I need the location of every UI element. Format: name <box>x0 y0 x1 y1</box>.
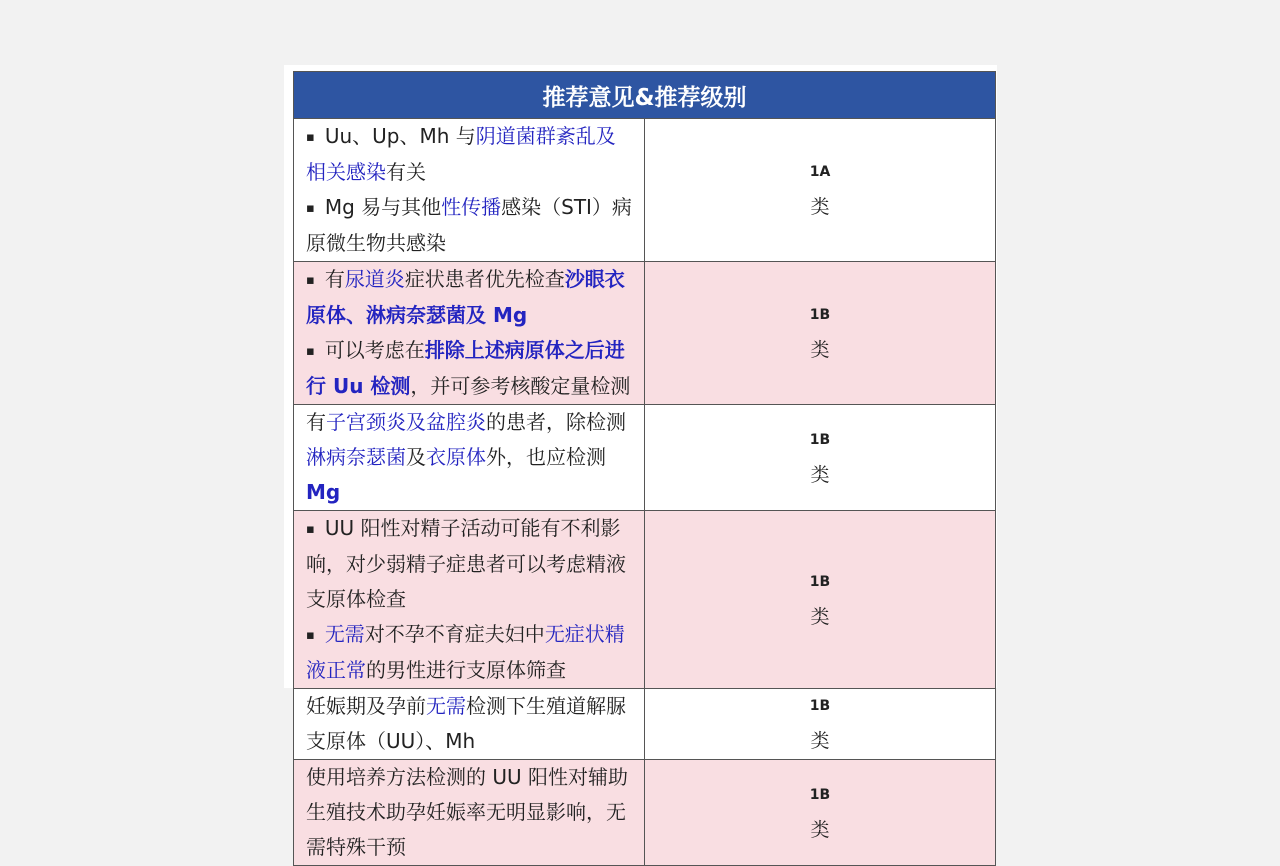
recommendation-item <box>306 190 634 261</box>
bullet-icon: ▪ <box>306 628 315 643</box>
emphasis-text: Mg <box>306 480 341 504</box>
recommendation-item <box>306 511 634 617</box>
recommendation-item <box>306 760 634 865</box>
grade-level: 1B <box>809 431 831 448</box>
body-text: 症状患者优先检查 <box>404 267 565 291</box>
recommendation-cell <box>294 689 645 760</box>
emphasis-text: 淋病奈瑟菌 <box>306 445 406 469</box>
table-row <box>294 760 996 866</box>
table-row <box>294 405 996 511</box>
grade-class: 类 <box>810 818 830 841</box>
body-text: 对不孕不育症夫妇中 <box>364 622 545 646</box>
recommendation-item <box>306 119 634 190</box>
table-row <box>294 511 996 689</box>
emphasis-text: 无需 <box>426 694 466 718</box>
grade-level: 1B <box>809 307 831 323</box>
body-text: Uu、Up、Mh 与 <box>324 124 476 148</box>
recommendation-cell <box>294 405 645 511</box>
body-text: 及 <box>406 445 426 469</box>
grade-cell <box>645 511 996 689</box>
recommendation-item <box>306 689 634 759</box>
emphasis-text: 衣原体 <box>426 445 486 469</box>
bullet-icon: ▪ <box>306 130 315 145</box>
body-text: Mg 易与其他 <box>324 195 442 219</box>
recommendation-cell <box>294 119 645 262</box>
body-text: 有 <box>306 410 326 434</box>
emphasis-text: 无需 <box>324 622 365 646</box>
emphasis-text: 沙眼衣原体、淋病奈瑟菌及 Mg <box>306 267 625 327</box>
recommendation-item <box>306 617 634 688</box>
body-text: 检测下生殖道解脲支原体（UU）、Mh <box>306 694 626 753</box>
body-text: ，并可参考核酸定量检测 <box>410 374 631 398</box>
grade-class: 类 <box>810 463 830 486</box>
grade-cell <box>645 760 996 866</box>
recommendation-item <box>306 405 634 510</box>
table-row <box>294 119 996 262</box>
recommendation-table <box>293 71 996 866</box>
recommendation-cell <box>294 262 645 405</box>
bullet-icon: ▪ <box>306 273 315 288</box>
grade-class: 类 <box>810 730 830 752</box>
body-text: 使用培养方法检测的 UU 阳性对辅助生殖技术助孕妊娠率无明显影响，无需特殊干预 <box>306 765 628 859</box>
grade-class: 类 <box>810 196 830 218</box>
body-text: 妊娠期及孕前 <box>306 694 426 718</box>
emphasis-text: 尿道炎 <box>344 267 405 291</box>
bullet-icon: ▪ <box>306 522 315 537</box>
grade-level: 1B <box>809 573 831 590</box>
body-text: 的男性进行支原体筛查 <box>366 658 566 682</box>
bullet-icon: ▪ <box>306 344 315 359</box>
grade-class: 类 <box>810 605 830 628</box>
recommendation-item <box>306 333 634 404</box>
emphasis-text: 子宫颈炎及盆腔炎 <box>326 410 486 434</box>
emphasis-text: 排除上述病原体之后进行 Uu 检测 <box>306 338 625 398</box>
grade-class: 类 <box>810 339 830 361</box>
grade-cell <box>645 119 996 262</box>
grade-cell <box>645 262 996 405</box>
grade-level: 1B <box>809 786 831 803</box>
body-text: UU 阳性对精子活动可能有不利影响，对少弱精子症患者可以考虑精液支原体检查 <box>306 516 626 611</box>
table-body <box>294 119 996 866</box>
grade-cell <box>645 689 996 760</box>
bullet-icon: ▪ <box>306 201 315 216</box>
grade-cell <box>645 405 996 511</box>
table-header: 推荐意见&推荐级别 <box>294 72 996 119</box>
emphasis-text: 性传播 <box>441 195 502 219</box>
table-row <box>294 262 996 405</box>
emphasis-text: 阴道菌群紊乱及相关感染 <box>306 124 616 184</box>
emphasis-text: 无症状精液正常 <box>306 622 625 682</box>
body-text: 外，也应检测 <box>486 445 606 469</box>
body-text: 有 <box>324 267 345 291</box>
recommendation-cell <box>294 511 645 689</box>
body-text: 可以考虑在 <box>324 338 425 362</box>
table-row <box>294 689 996 760</box>
recommendation-cell <box>294 760 645 866</box>
grade-level: 1A <box>809 164 831 180</box>
table-header-row <box>294 72 996 119</box>
body-text: 的患者，除检测 <box>486 410 626 434</box>
recommendation-item <box>306 262 634 333</box>
body-text: 有关 <box>386 160 426 184</box>
body-text: 感染（STI）病原微生物共感染 <box>306 195 632 255</box>
grade-level: 1B <box>809 698 831 714</box>
